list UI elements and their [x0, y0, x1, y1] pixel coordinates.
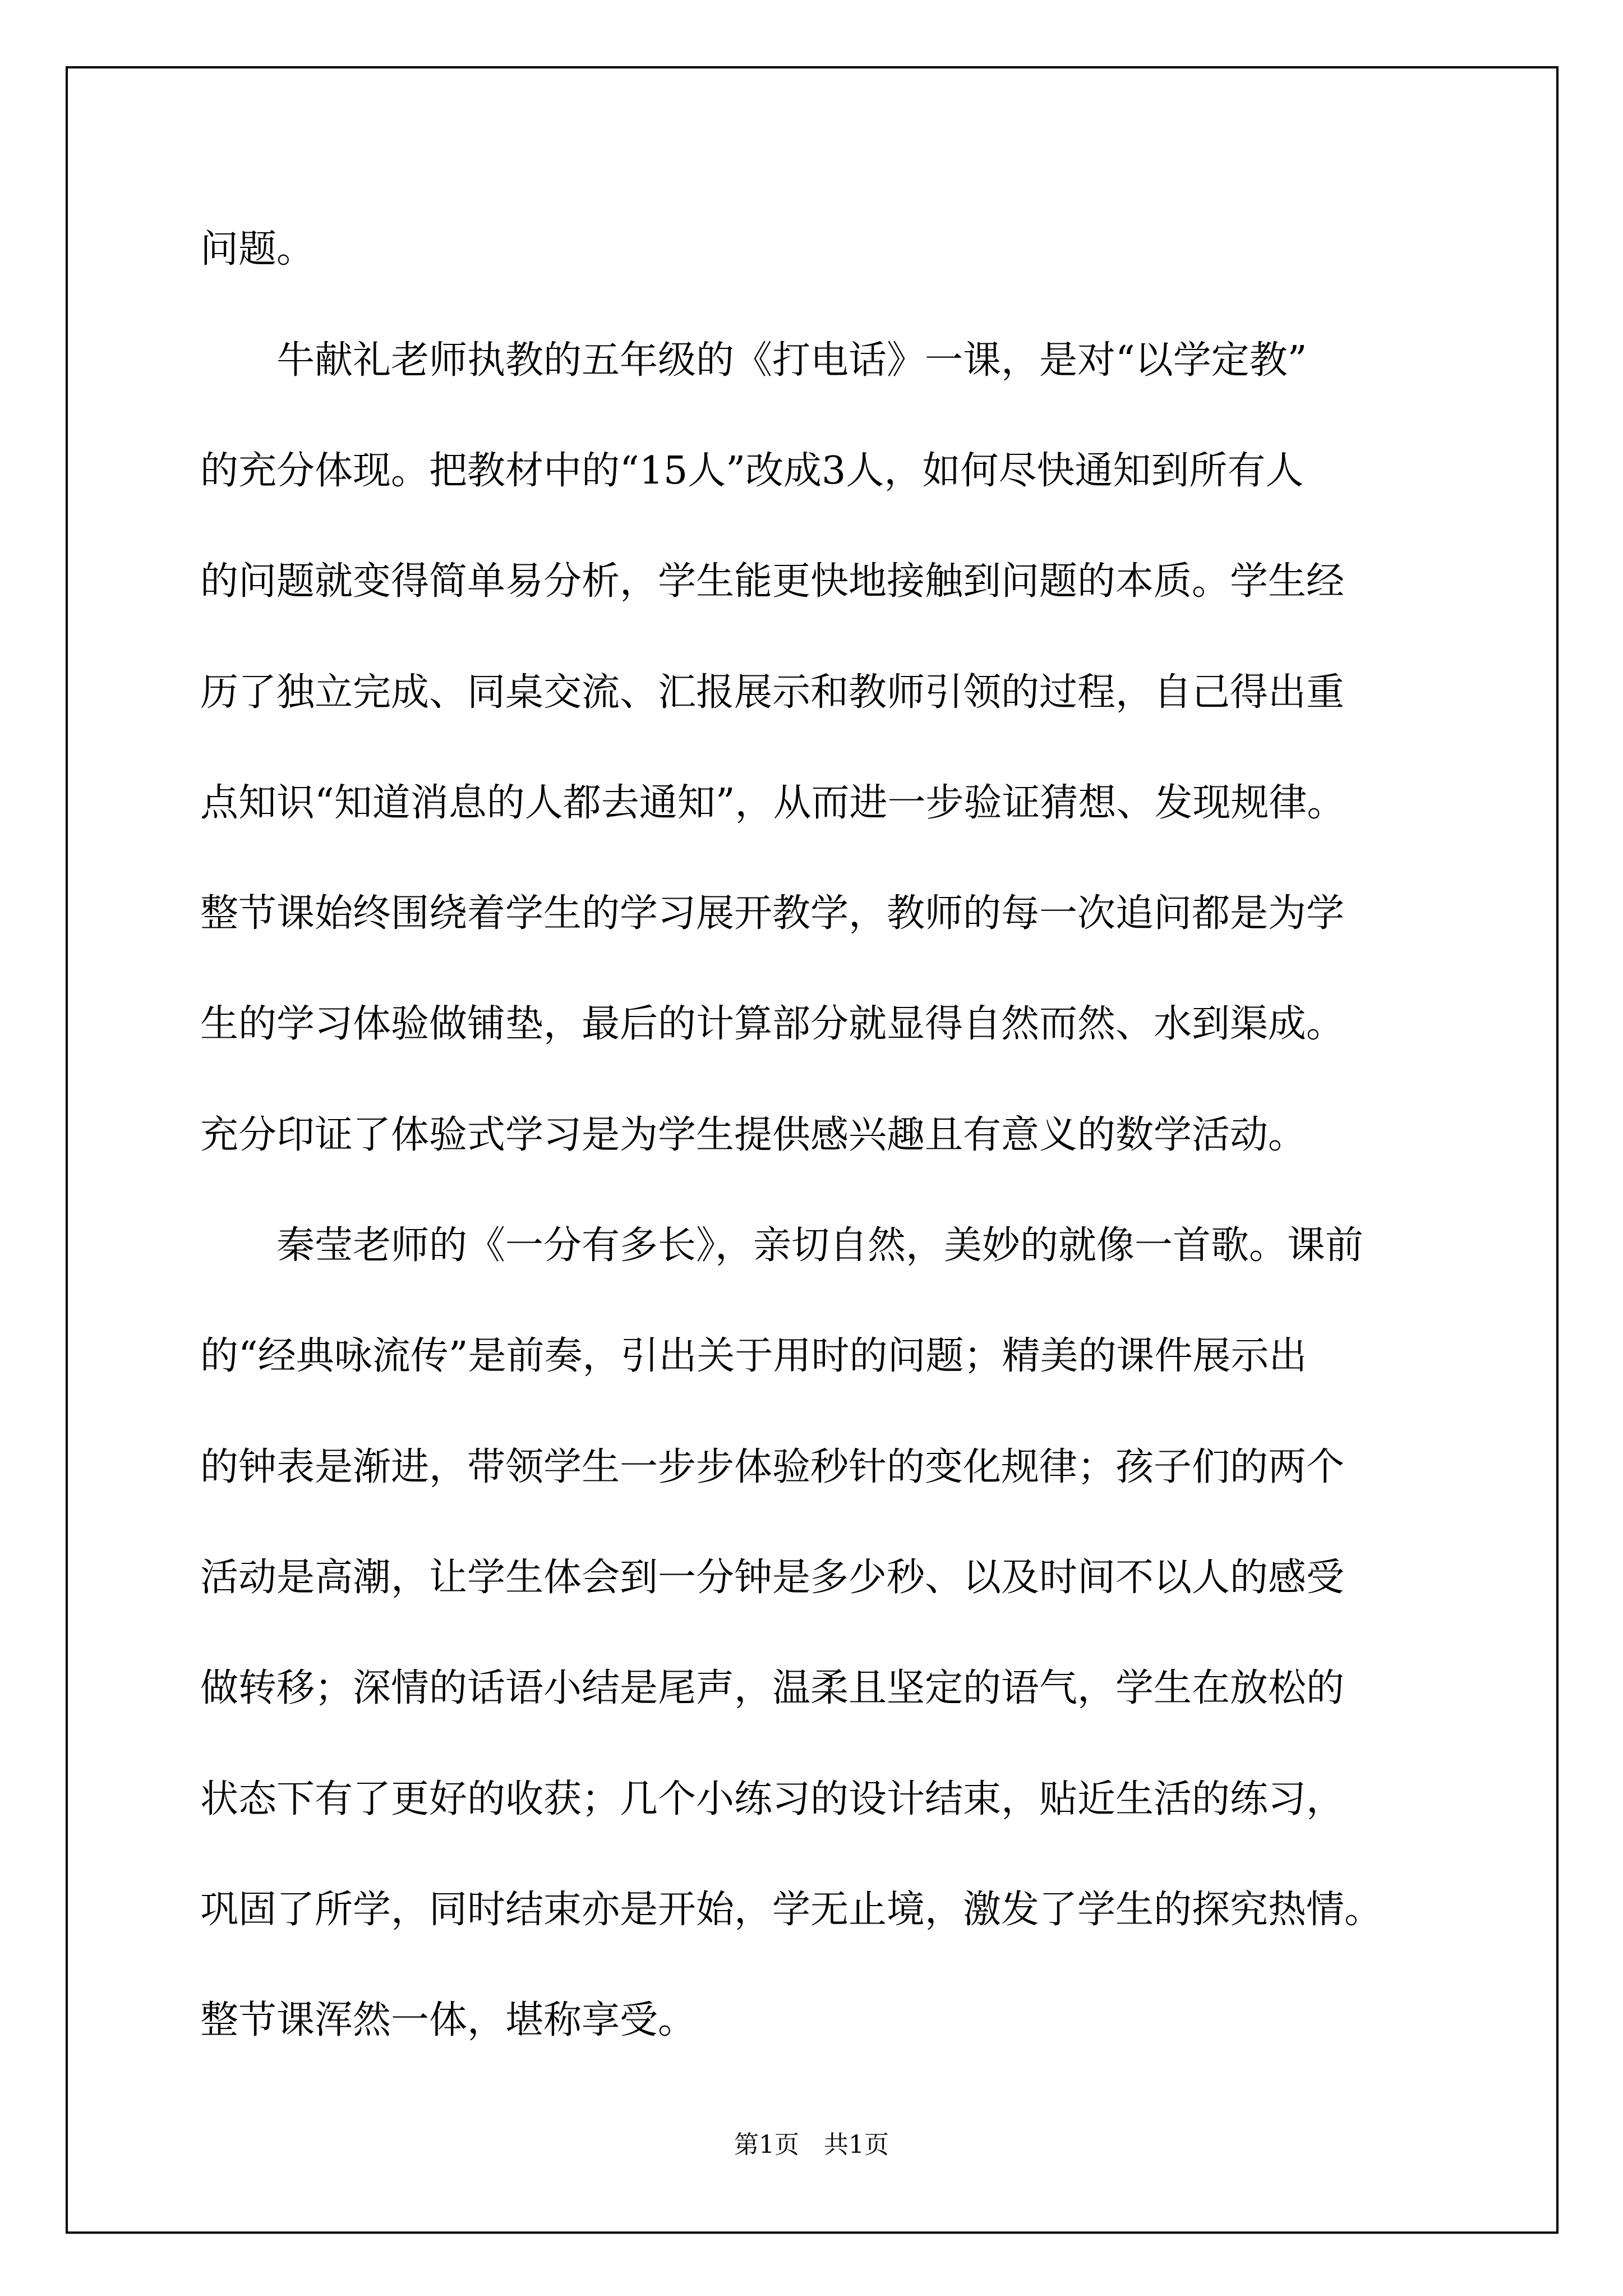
text-line: 巩固了所学，同时结束亦是开始，学无止境，激发了学生的探究热情。 — [200, 1888, 1383, 1932]
text-line: 历了独立完成、同桌交流、汇报展示和教师引领的过程，自己得出重 — [200, 670, 1345, 715]
text-line: 做转移；深情的话语小结是尾声，温柔且坚定的语气，学生在放松的 — [200, 1666, 1345, 1710]
text-line: 整节课浑然一体，堪称享受。 — [200, 1998, 697, 2042]
page-footer: 第1页 共1页 — [734, 2131, 889, 2159]
text-line: 的问题就变得简单易分析，学生能更快地接触到问题的本质。学生经 — [200, 559, 1345, 604]
text-line: 生的学习体验做铺垫，最后的计算部分就显得自然而然、水到渠成。 — [200, 1002, 1345, 1046]
text-line: 的“经典咏流传”是前奏，引出关于用时的问题；精美的课件展示出 — [200, 1334, 1307, 1378]
text-line: 充分印证了体验式学习是为学生提供感兴趣且有意义的数学活动。 — [200, 1113, 1307, 1157]
text-line: 秦莹老师的《一分有多长》，亲切自然，美妙的就像一首歌。课前 — [200, 1223, 1364, 1268]
text-line: 的充分体现。把教材中的“15人”改成3人，如何尽快通知到所有人 — [200, 449, 1304, 493]
text-line: 的钟表是渐进，带领学生一步步体验秒针的变化规律；孩子们的两个 — [200, 1445, 1345, 1489]
text-line: 牛献礼老师执教的五年级的《打电话》一课，是对“以学定教” — [200, 338, 1307, 383]
text-line: 活动是高潮，让学生体会到一分钟是多少秒、以及时间不以人的感受 — [200, 1556, 1345, 1600]
text-line: 点知识“知道消息的人都去通知”，从而进一步验证猜想、发现规律。 — [200, 781, 1345, 825]
text-line: 问题。 — [200, 227, 315, 272]
text-line: 状态下有了更好的收获；几个小练习的设计结束，贴近生活的练习， — [200, 1777, 1345, 1821]
text-line: 整节课始终围绕着学生的学习展开教学，教师的每一次追问都是为学 — [200, 891, 1345, 936]
